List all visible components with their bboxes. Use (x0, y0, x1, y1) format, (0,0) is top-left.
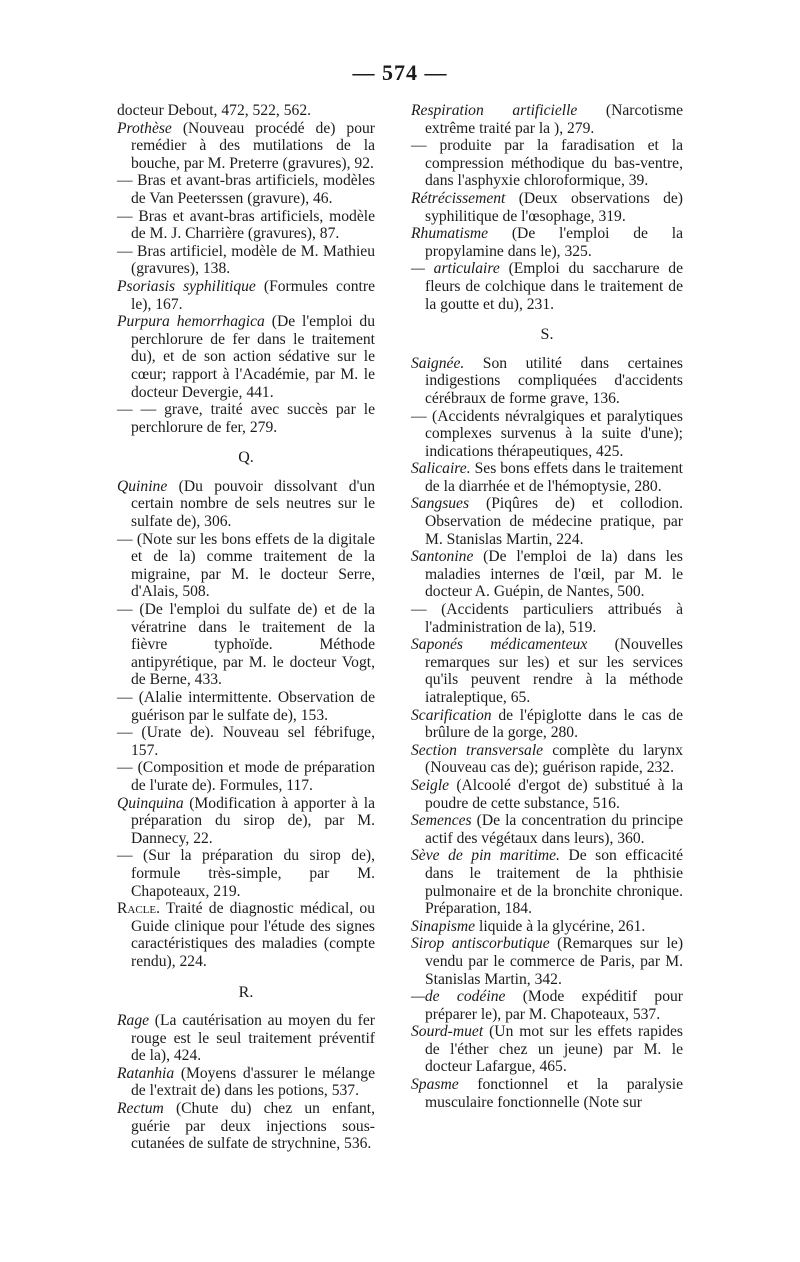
entry-term: Section transversale (411, 741, 544, 759)
page-number: — 574 — (352, 60, 448, 85)
entry-text: — (Sur la préparation du sirop de), formule très-simple, par M. Chapoteaux, 219. (117, 847, 375, 900)
index-entry (411, 190, 683, 225)
entry-term: Purpura hemorrhagica (117, 313, 265, 331)
entry-term: Quinquina (117, 794, 184, 812)
entry-text: — (Note sur les bons effets de la digitale et de la) comme traitement de la migraine, par M. le docteur Serre, d'Alais, 508. (117, 530, 375, 601)
right-entries (411, 102, 683, 313)
index-entry (117, 102, 375, 120)
left-column (117, 102, 375, 1153)
section-heading-q: Q. (238, 449, 254, 467)
index-entry (411, 225, 683, 260)
entry-text: (Remarques sur le) vendu par le commerce de Paris, par M. Stanislas Martin, 342. (425, 935, 684, 988)
entry-text: — Bras et avant-bras artificiels, modèles de Van Peeterssen (gravure), 46. (117, 172, 375, 207)
index-entry (411, 137, 683, 190)
entry-text: (Nouveau procédé de) pour remédier à des mutilations de la bouche, par M. Preterre (gravures), 92. (131, 119, 375, 172)
entry-text: Ses bons effets dans le traitement de la diarrhée et de l'hémoptysie, 280. (425, 460, 683, 495)
entry-text: (De l'emploi de la) dans les maladies internes de l'œil, par M. le docteur A. Guépin, de Nantes, 500. (425, 548, 683, 601)
entry-text: (De la concentration du principe actif des végétaux dans leurs), 360. (425, 812, 683, 847)
index-entry (117, 759, 375, 794)
index-entry (117, 478, 375, 531)
index-entry (117, 900, 375, 970)
entry-text: — Bras artificiel, modèle de M. Mathieu (gravures), 138. (117, 242, 375, 278)
entry-text: Son utilité dans certaines indigestions compliquées d'accidents cérébraux de forme grave, 136. (425, 354, 683, 407)
entry-term: Semences (411, 812, 472, 830)
index-entry (411, 408, 683, 461)
index-entry (117, 1012, 375, 1065)
index-entry (117, 243, 375, 278)
entry-text: (Chute du) chez un enfant, guérie par deux injections sous-cutanées de sulfate de strychnine, 536. (131, 1100, 375, 1153)
s-entries (411, 355, 683, 1112)
entry-text: — (Urate de). Nouveau sel fébrifuge, 157. (117, 724, 375, 759)
entry-text: (Nouvelles remarques sur les) et sur les services qu'ils peuvent rendre à la méthode iatraleptique, 65. (425, 636, 683, 706)
entry-term: Respiration artificielle (411, 102, 578, 119)
entry-text: (Piqûres de) et collodion. Observation de médecine pratique, par M. Stanislas Martin, 224. (425, 495, 683, 548)
entry-term: Sinapisme (411, 917, 476, 935)
index-entry (411, 495, 683, 548)
entry-text: (Modification à apporter à la préparation du sirop de), par M. Dannecy, 22. (131, 794, 375, 847)
index-entry (411, 601, 683, 636)
index-entry (411, 260, 683, 313)
entry-term: Quinine (117, 477, 168, 495)
index-entry (117, 120, 375, 173)
index-entry (411, 355, 683, 408)
section-heading-r: R. (238, 983, 254, 1001)
section-heading-s: S. (540, 326, 554, 344)
entry-text: docteur Debout, 472, 522, 562. (117, 102, 312, 119)
entry-term: Santonine (411, 548, 474, 566)
entry-text: de l'épiglotte dans le cas de brûlure de la gorge, 280. (425, 706, 683, 742)
entry-term: Scarification (411, 706, 492, 724)
entry-term: Rage (117, 1012, 150, 1030)
q-entries (117, 478, 375, 971)
index-entry (411, 460, 683, 495)
entry-term: Psoriasis syphilitique (117, 277, 256, 295)
entry-text: De son efficacité dans le traitement de la phthisie pulmonaire et de la bronchite chronique. Préparation, 184. (425, 847, 684, 918)
index-entry (411, 935, 683, 988)
entry-term: Rectum (117, 1100, 164, 1118)
right-column (411, 102, 683, 1111)
entry-text: — (Composition et mode de préparation de l'urate de). Formules, 117. (117, 759, 375, 794)
entry-term: Racle. (117, 900, 161, 918)
entry-text: (Moyens d'assurer le mélange de l'extrait de) dans les potions, 537. (131, 1064, 375, 1100)
entry-text: complète du larynx (Nouveau cas de); guérison rapide, 232. (425, 741, 684, 777)
entry-text: (Deux observations de) syphilitique de l'œsophage, 319. (425, 189, 683, 225)
entry-text: (Mode expéditif pour préparer le), par M. Chapoteaux, 537. (425, 988, 683, 1023)
index-entry (411, 742, 683, 777)
index-entry (411, 812, 683, 847)
entry-term: Prothèse (117, 119, 172, 137)
index-entry (411, 1076, 683, 1111)
index-entry (117, 1100, 375, 1153)
index-entry (117, 724, 375, 759)
index-entry (411, 1023, 683, 1076)
entry-text: — (Accidents névralgiques et paralytiques complexes survenus à la suite d'une); indications thérapeutiques, 425. (411, 407, 683, 460)
entry-term: Saponés médicamenteux (411, 636, 588, 654)
entry-text: (Du pouvoir dissolvant d'un certain nombre de sels neutres sur le sulfate de), 306. (131, 477, 375, 531)
index-entry (411, 102, 683, 137)
index-entry (117, 208, 375, 243)
entry-text: — Bras et avant-bras artificiels, modèle de M. J. Charrière (gravures), 87. (117, 207, 375, 243)
entry-text: Traité de diagnostic médical, ou Guide clinique pour l'étude des signes caractéristiques des maladies (compte rendu), 224. (131, 900, 375, 970)
index-entry (411, 707, 683, 742)
index-entry (117, 847, 375, 900)
left-entries (117, 102, 375, 436)
entry-term: Saignée. (411, 354, 465, 372)
entry-term: Sangsues (411, 495, 470, 513)
entry-term: Rhumatisme (411, 225, 489, 243)
entry-text: — (Accidents particuliers attribués à l'administration de la), 519. (411, 601, 683, 636)
entry-term: Spasme (411, 1076, 459, 1094)
index-entry (411, 636, 683, 706)
entry-text: (La cautérisation au moyen du fer rouge est le seul traitement préventif de la), 424. (131, 1012, 375, 1065)
entry-term: Sourd-muet (411, 1023, 484, 1041)
index-entry (117, 795, 375, 848)
entry-term: —de codéine (411, 988, 506, 1006)
entry-text: — produite par la faradisation et la compression méthodique du bas-ventre, dans l'asphyxie chloroformique, 39. (411, 137, 683, 190)
entry-term: Seigle (411, 776, 450, 794)
r-entries (117, 1012, 375, 1153)
entry-text: (Narcotisme extrême traité par la ), 279. (425, 102, 683, 137)
entry-text: (Emploi du saccharure de fleurs de colchique dans le traitement de la goutte et du), 231. (425, 260, 683, 313)
index-entry (411, 777, 683, 812)
entry-text: — (De l'emploi du sulfate de) et de la vératrine dans le traitement de la fièvre typhoïde. Méthode antipyrétique, par M. le docteur Vogt, de Berne, 433. (117, 601, 375, 689)
entry-term: — articulaire (411, 260, 500, 278)
index-entry (117, 278, 375, 313)
index-entry (117, 601, 375, 689)
entry-term: Salicaire. (411, 460, 471, 478)
entry-term: Rétrécissement (411, 189, 506, 207)
index-entry (117, 1065, 375, 1100)
index-entry (411, 847, 683, 917)
entry-term: Sirop antiscorbutique (411, 935, 550, 953)
entry-term: Sève de pin maritime. (411, 847, 560, 865)
entry-text: (Un mot sur les effets rapides de l'éther chez un jeune) par M. le docteur Lafargue, 465. (425, 1023, 683, 1076)
entry-text: — — grave, traité avec succès par le perchlorure de fer, 279. (117, 401, 375, 436)
entry-text: — (Alalie intermittente. Observation de guérison par le sulfate de), 153. (117, 689, 375, 724)
entry-text: (De l'emploi de la propylamine dans le), 325. (425, 225, 683, 260)
index-entry (117, 689, 375, 724)
entry-text: liquide à la glycérine, 261. (475, 917, 646, 935)
index-entry (117, 531, 375, 601)
index-entry (411, 988, 683, 1023)
index-entry (117, 172, 375, 207)
index-entry (117, 313, 375, 401)
index-entry (411, 918, 683, 936)
index-entry (117, 401, 375, 436)
entry-text: (Alcoolé d'ergot de) substitué à la poudre de cette substance, 516. (425, 776, 683, 812)
entry-text: (De l'emploi du perchlorure de fer dans le traitement du), et de son action sédative sur le cœur; rapport à l'Académie, par M. le docteur Devergie, 441. (131, 313, 375, 401)
index-entry (411, 548, 683, 601)
entry-text: (Formules contre le), 167. (131, 277, 375, 313)
entry-term: Ratanhia (117, 1064, 175, 1082)
entry-text: fonctionnel et la paralysie musculaire fonctionnelle (Note sur (425, 1076, 683, 1111)
